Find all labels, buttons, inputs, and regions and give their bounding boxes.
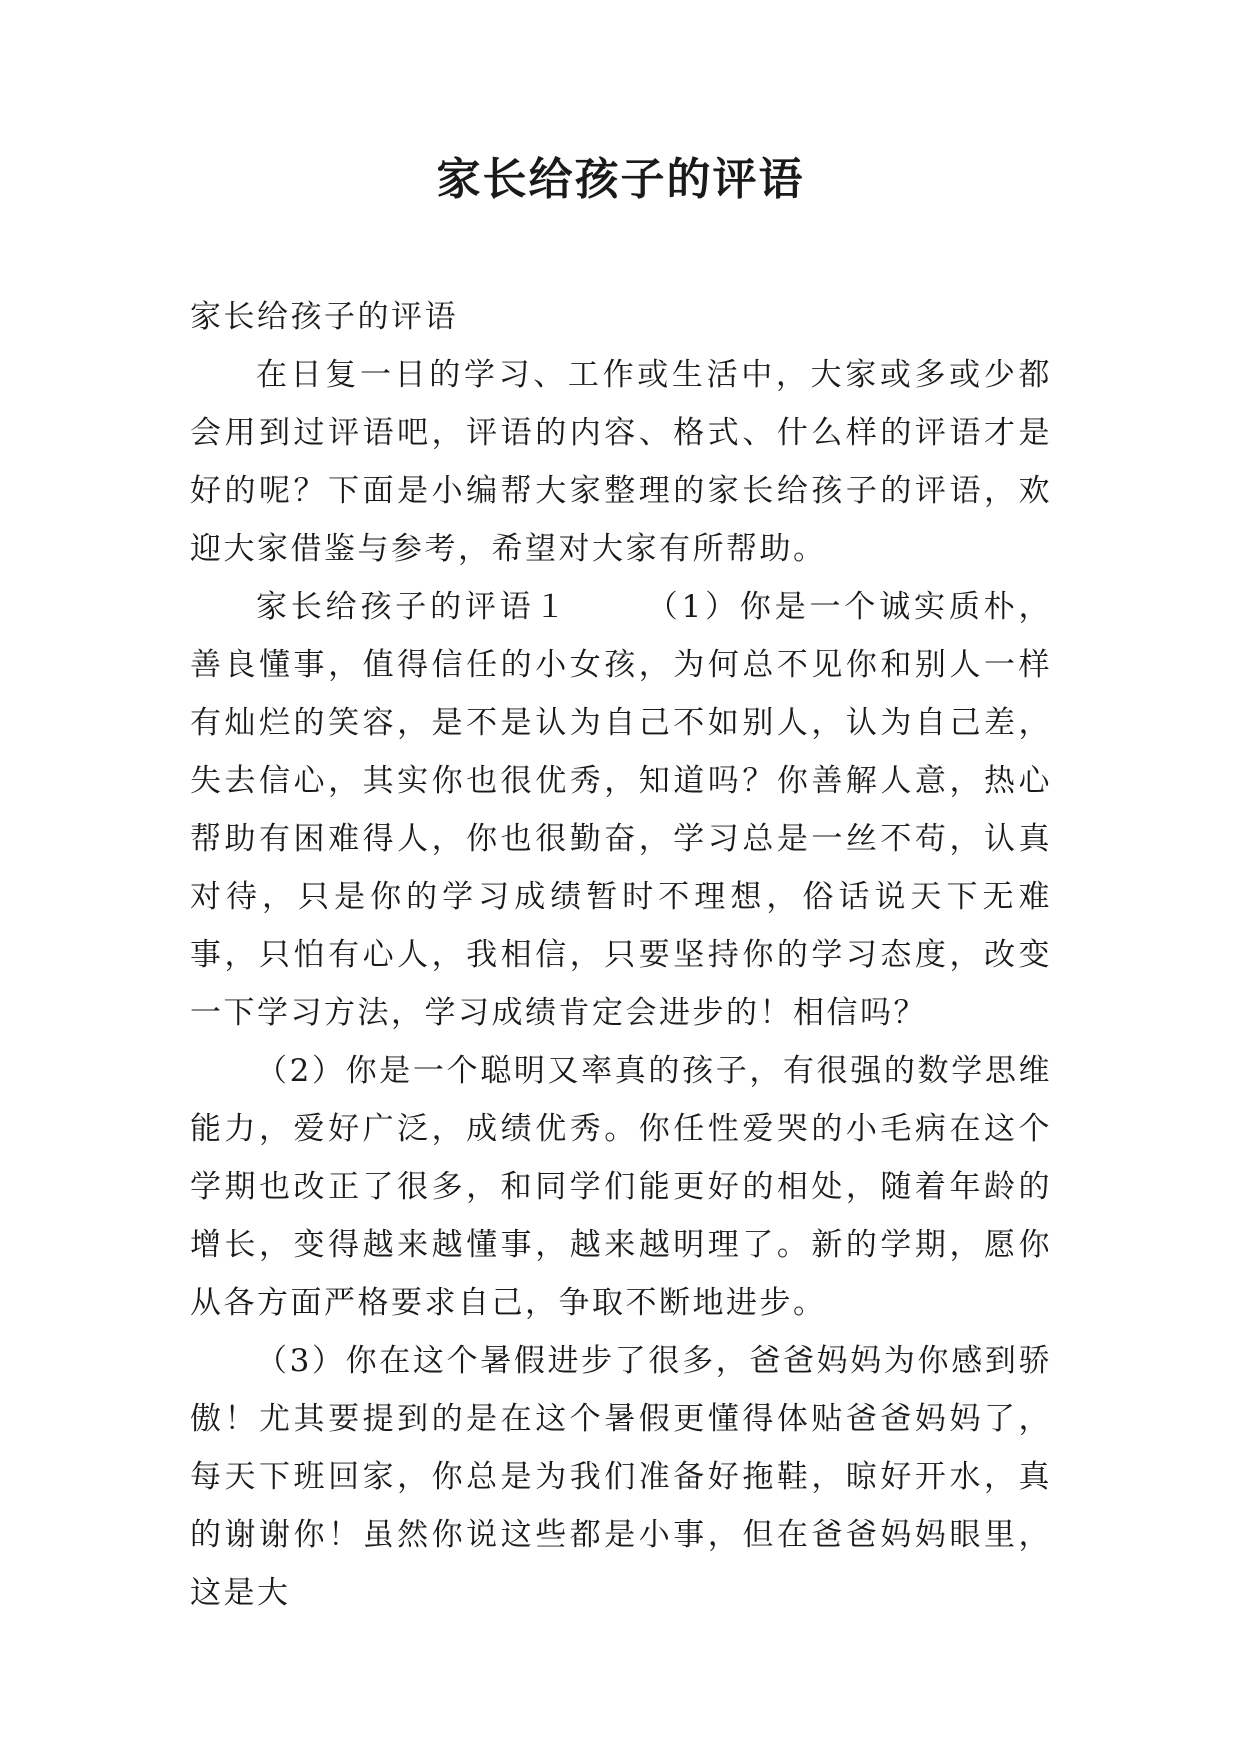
- intro-paragraph: 在日复一日的学习、工作或生活中，大家或多或少都会用到过评语吧，评语的内容、格式、什么样的评语才是好的呢？下面是小编帮大家整理的家长给孩子的评语，欢迎大家借鉴与参考，希望对大家有所帮助。: [190, 357, 1052, 567]
- document-title: 家长给孩子的评语: [436, 154, 805, 205]
- comment-3-paragraph: （3）你在这个暑假进步了很多，爸爸妈妈为你感到骄傲！尤其要提到的是在这个暑假更懂得体贴爸爸妈妈了，每天下班回家，你总是为我们准备好拖鞋，晾好开水，真的谢谢你！虽然你说这些都是小事，但在爸爸妈妈眼里，这是大: [190, 1343, 1052, 1611]
- document-body: [190, 288, 1052, 1622]
- comment-1-text: （1）你是一个诚实质朴，善良懂事，值得信任的小女孩，为何总不见你和别人一样有灿烂的笑容，是不是认为自己不如别人，认为自己差，失去信心，其实你也很优秀，知道吗？你善解人意，热心帮助有困难得人，你也很勤奋，学习总是一丝不苟，认真对待，只是你的学习成绩暂时不理想，俗话说天下无难事，只怕有心人，我相信，只要坚持你的学习态度，改变一下学习方法，学习成绩肯定会进步的！相信吗？: [190, 589, 1052, 1031]
- comment-1-paragraph: [190, 578, 1052, 1042]
- comment-2-paragraph: （2）你是一个聪明又率真的孩子，有很强的数学思维能力，爱好广泛，成绩优秀。你任性爱哭的小毛病在这个学期也改正了很多，和同学们能更好的相处，随着年龄的增长，变得越来越懂事，越来越明理了。新的学期，愿你从各方面严格要求自己，争取不断地进步。: [190, 1053, 1052, 1321]
- section-heading: 家长给孩子的评语１: [256, 589, 570, 625]
- document-subtitle: 家长给孩子的评语: [190, 299, 458, 335]
